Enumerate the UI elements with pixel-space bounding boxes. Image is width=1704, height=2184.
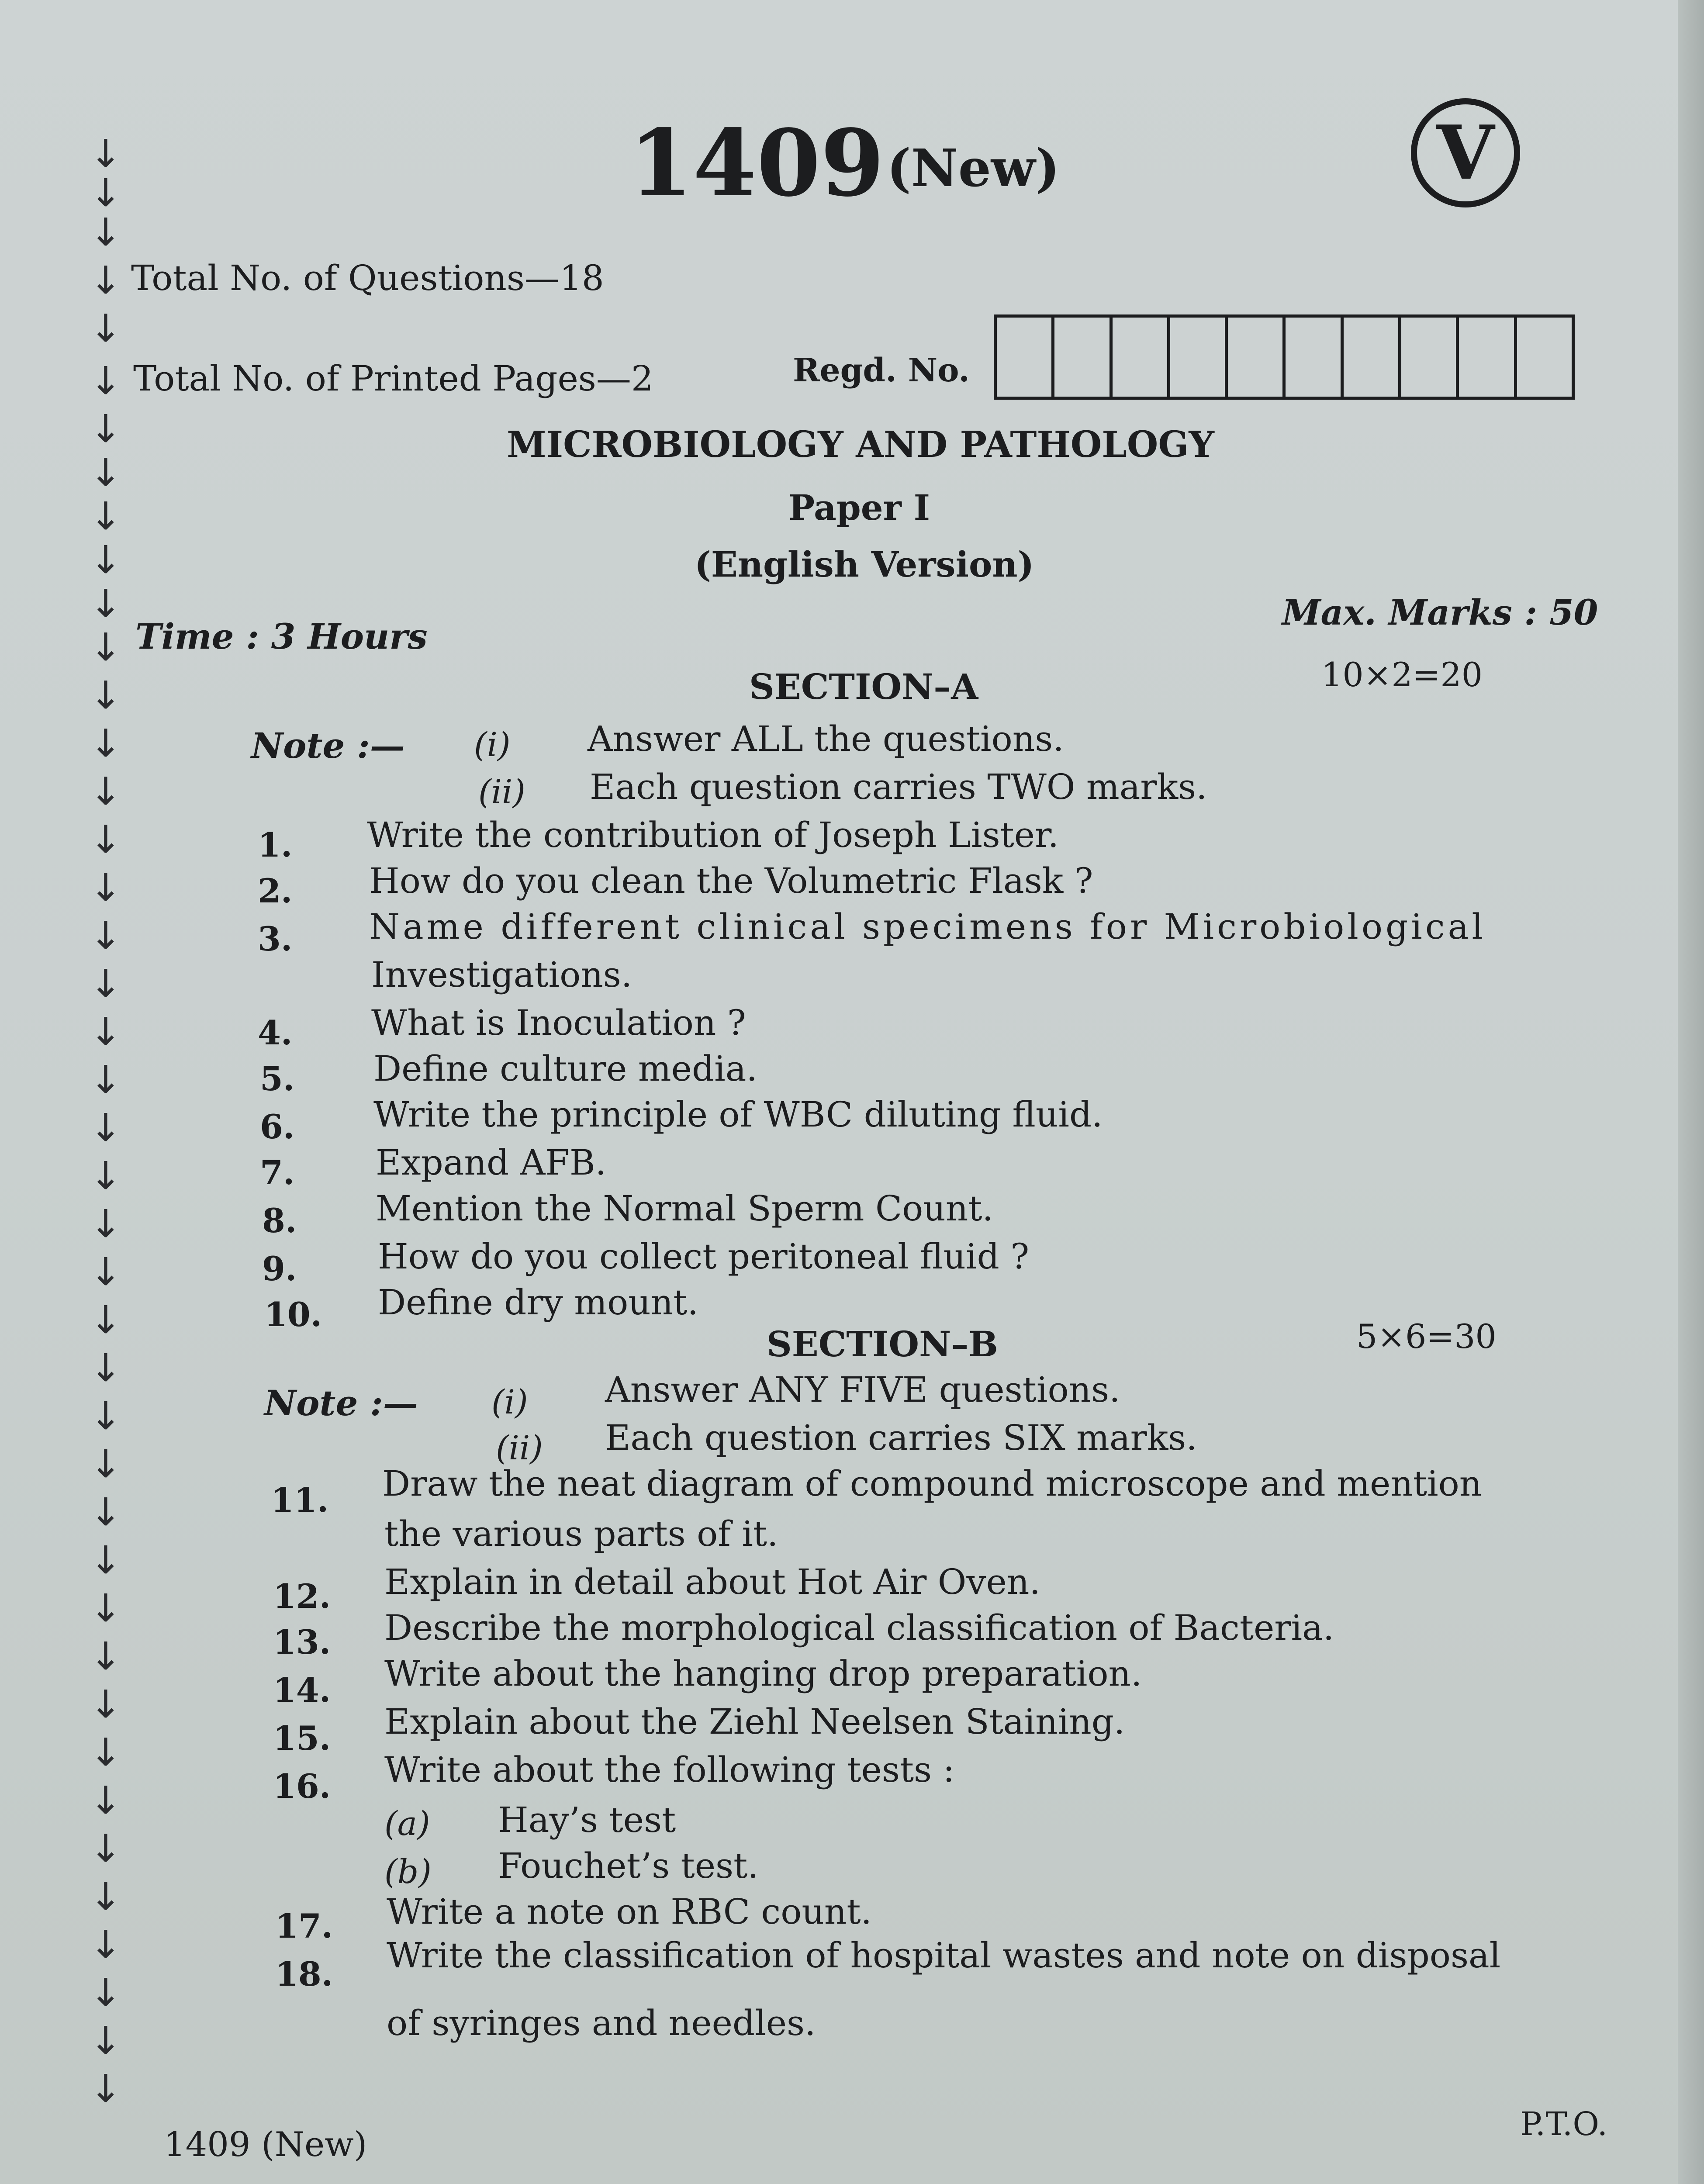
total-questions: Total No. of Questions—18 bbox=[131, 258, 604, 298]
question-text: Define culture media. bbox=[373, 1048, 757, 1089]
down-arrow-icon: ↓ bbox=[90, 210, 122, 255]
sub-question-text: Hay’s test bbox=[498, 1800, 676, 1840]
down-arrow-icon: ↓ bbox=[90, 1345, 122, 1390]
down-arrow-icon: ↓ bbox=[90, 1297, 122, 1342]
regd-digit-box[interactable] bbox=[1401, 318, 1459, 397]
question-number: 2. bbox=[258, 871, 293, 910]
section-b-marks: 5×6=30 bbox=[1356, 1317, 1497, 1356]
down-arrow-icon: ↓ bbox=[90, 1874, 122, 1919]
note-number: (i) bbox=[474, 725, 511, 764]
question-number: 12. bbox=[273, 1577, 331, 1616]
question-text: How do you collect peritoneal fluid ? bbox=[378, 1236, 1030, 1277]
down-arrow-icon: ↓ bbox=[90, 2066, 122, 2111]
down-arrow-icon: ↓ bbox=[90, 673, 122, 718]
question-text: Explain about the Ziehl Neelsen Staining. bbox=[384, 1701, 1125, 1742]
regd-digit-box[interactable] bbox=[1459, 318, 1517, 397]
question-number: 9. bbox=[262, 1249, 297, 1288]
note-text: Each question carries SIX marks. bbox=[605, 1417, 1197, 1458]
question-text: Write about the following tests : bbox=[384, 1749, 955, 1790]
question-text: Write a note on RBC count. bbox=[387, 1891, 872, 1932]
down-arrow-icon: ↓ bbox=[90, 1538, 122, 1583]
question-number: 5. bbox=[260, 1059, 295, 1098]
question-text: Write the principle of WBC diluting fluid. bbox=[373, 1094, 1103, 1135]
question-text: Explain in detail about Hot Air Oven. bbox=[384, 1562, 1040, 1602]
down-arrow-icon: ↓ bbox=[90, 1441, 122, 1486]
note-text: Answer ANY FIVE questions. bbox=[605, 1369, 1120, 1410]
down-arrow-icon: ↓ bbox=[90, 1249, 122, 1294]
margin-arrow-column bbox=[90, 131, 151, 2123]
down-arrow-icon: ↓ bbox=[90, 406, 122, 451]
question-text: Mention the Normal Sperm Count. bbox=[376, 1188, 993, 1229]
down-arrow-icon: ↓ bbox=[90, 625, 122, 670]
question-number: 13. bbox=[273, 1623, 331, 1662]
version-mark-badge bbox=[1411, 98, 1520, 207]
paper-code-suffix: (New) bbox=[887, 138, 1060, 198]
footer-paper-code: 1409 (New) bbox=[164, 2125, 367, 2164]
question-text: Write about the hanging drop preparation. bbox=[384, 1653, 1142, 1694]
regd-number-boxes[interactable] bbox=[994, 314, 1575, 400]
down-arrow-icon: ↓ bbox=[90, 1057, 122, 1102]
question-number: 6. bbox=[260, 1107, 295, 1146]
down-arrow-icon: ↓ bbox=[90, 1826, 122, 1871]
language-version: (English Version) bbox=[695, 544, 1034, 585]
page-edge-shadow bbox=[1678, 0, 1704, 2184]
note-number: (ii) bbox=[478, 772, 525, 811]
question-number: 3. bbox=[258, 919, 293, 958]
regd-digit-box[interactable] bbox=[1113, 318, 1170, 397]
note-text: Answer ALL the questions. bbox=[588, 719, 1064, 759]
down-arrow-icon: ↓ bbox=[90, 450, 122, 495]
max-marks: Max. Marks : 50 bbox=[1282, 592, 1598, 633]
question-text: Define dry mount. bbox=[378, 1282, 698, 1323]
regd-digit-box[interactable] bbox=[1054, 318, 1112, 397]
question-number: 18. bbox=[275, 1955, 333, 1994]
down-arrow-icon: ↓ bbox=[90, 358, 122, 403]
down-arrow-icon: ↓ bbox=[90, 1778, 122, 1823]
section-b-title: SECTION–B bbox=[767, 1324, 998, 1365]
sub-question-text: Fouchet’s test. bbox=[498, 1845, 759, 1886]
question-text: Draw the neat diagram of compound microscope and mention bbox=[382, 1463, 1482, 1504]
down-arrow-icon: ↓ bbox=[90, 817, 122, 862]
regd-digit-box[interactable] bbox=[1286, 318, 1343, 397]
question-text: Investigations. bbox=[371, 954, 633, 995]
note-number: (ii) bbox=[496, 1428, 543, 1467]
question-number: 1. bbox=[258, 826, 293, 864]
question-number: 7. bbox=[260, 1153, 295, 1192]
subject-title: MICROBIOLOGY AND PATHOLOGY bbox=[507, 424, 1214, 466]
paper-title: Paper I bbox=[788, 487, 930, 528]
down-arrow-icon: ↓ bbox=[90, 1922, 122, 1967]
down-arrow-icon: ↓ bbox=[90, 1634, 122, 1679]
down-arrow-icon: ↓ bbox=[90, 1009, 122, 1054]
question-text: How do you clean the Volumetric Flask ? bbox=[369, 860, 1093, 901]
down-arrow-icon: ↓ bbox=[90, 537, 122, 582]
down-arrow-icon: ↓ bbox=[90, 1393, 122, 1438]
down-arrow-icon: ↓ bbox=[90, 1153, 122, 1198]
down-arrow-icon: ↓ bbox=[90, 721, 122, 766]
sub-question-number: (b) bbox=[384, 1852, 432, 1891]
question-number: 10. bbox=[264, 1295, 322, 1334]
section-a-note-label: Note :— bbox=[251, 725, 405, 766]
down-arrow-icon: ↓ bbox=[90, 913, 122, 958]
section-b-note-label: Note :— bbox=[264, 1382, 418, 1424]
regd-digit-box[interactable] bbox=[1228, 318, 1286, 397]
regd-digit-box[interactable] bbox=[1170, 318, 1228, 397]
down-arrow-icon: ↓ bbox=[90, 961, 122, 1006]
question-number: 11. bbox=[271, 1481, 329, 1520]
down-arrow-icon: ↓ bbox=[90, 1730, 122, 1775]
down-arrow-icon: ↓ bbox=[90, 258, 122, 303]
question-text: Write the classification of hospital wastes and note on disposal bbox=[387, 1935, 1501, 1976]
section-a-marks: 10×2=20 bbox=[1321, 655, 1483, 694]
question-text: of syringes and needles. bbox=[387, 2003, 816, 2043]
down-arrow-icon: ↓ bbox=[90, 865, 122, 910]
down-arrow-icon: ↓ bbox=[90, 1970, 122, 2015]
down-arrow-icon: ↓ bbox=[90, 1586, 122, 1631]
down-arrow-icon: ↓ bbox=[90, 581, 122, 626]
question-number: 4. bbox=[258, 1013, 293, 1052]
down-arrow-icon: ↓ bbox=[90, 306, 122, 351]
paper-code: 1409 bbox=[629, 109, 885, 217]
total-pages: Total No. of Printed Pages—2 bbox=[133, 358, 653, 399]
please-turn-over: P.T.O. bbox=[1520, 2105, 1608, 2143]
question-text: Expand AFB. bbox=[376, 1142, 607, 1183]
down-arrow-icon: ↓ bbox=[90, 1489, 122, 1534]
down-arrow-icon: ↓ bbox=[90, 1682, 122, 1727]
question-number: 14. bbox=[273, 1671, 331, 1710]
sub-question-number: (a) bbox=[384, 1804, 430, 1843]
question-number: 16. bbox=[273, 1767, 331, 1806]
note-number: (i) bbox=[491, 1382, 528, 1421]
down-arrow-icon: ↓ bbox=[90, 494, 122, 539]
section-a-title: SECTION–A bbox=[749, 666, 978, 707]
note-text: Each question carries TWO marks. bbox=[590, 767, 1207, 807]
question-text: the various parts of it. bbox=[384, 1514, 778, 1554]
regd-digit-box[interactable] bbox=[1344, 318, 1401, 397]
exam-time: Time : 3 Hours bbox=[135, 616, 428, 657]
down-arrow-icon: ↓ bbox=[90, 131, 122, 176]
down-arrow-icon: ↓ bbox=[90, 769, 122, 814]
regd-number-label: Regd. No. bbox=[793, 352, 970, 389]
question-text: Describe the morphological classification of Bacteria. bbox=[384, 1607, 1334, 1648]
down-arrow-icon: ↓ bbox=[90, 1201, 122, 1246]
down-arrow-icon: ↓ bbox=[90, 2018, 122, 2063]
regd-digit-box[interactable] bbox=[997, 318, 1054, 397]
question-text: What is Inoculation ? bbox=[371, 1002, 746, 1043]
down-arrow-icon: ↓ bbox=[90, 170, 122, 215]
regd-digit-box[interactable] bbox=[1517, 318, 1572, 397]
question-number: 17. bbox=[275, 1907, 333, 1946]
question-text: Name different clinical specimens for Microbiological bbox=[369, 906, 1486, 947]
down-arrow-icon: ↓ bbox=[90, 1105, 122, 1150]
version-mark-letter: V bbox=[1437, 109, 1494, 197]
question-number: 8. bbox=[262, 1201, 297, 1240]
question-number: 15. bbox=[273, 1719, 331, 1758]
question-text: Write the contribution of Joseph Lister. bbox=[367, 815, 1059, 855]
